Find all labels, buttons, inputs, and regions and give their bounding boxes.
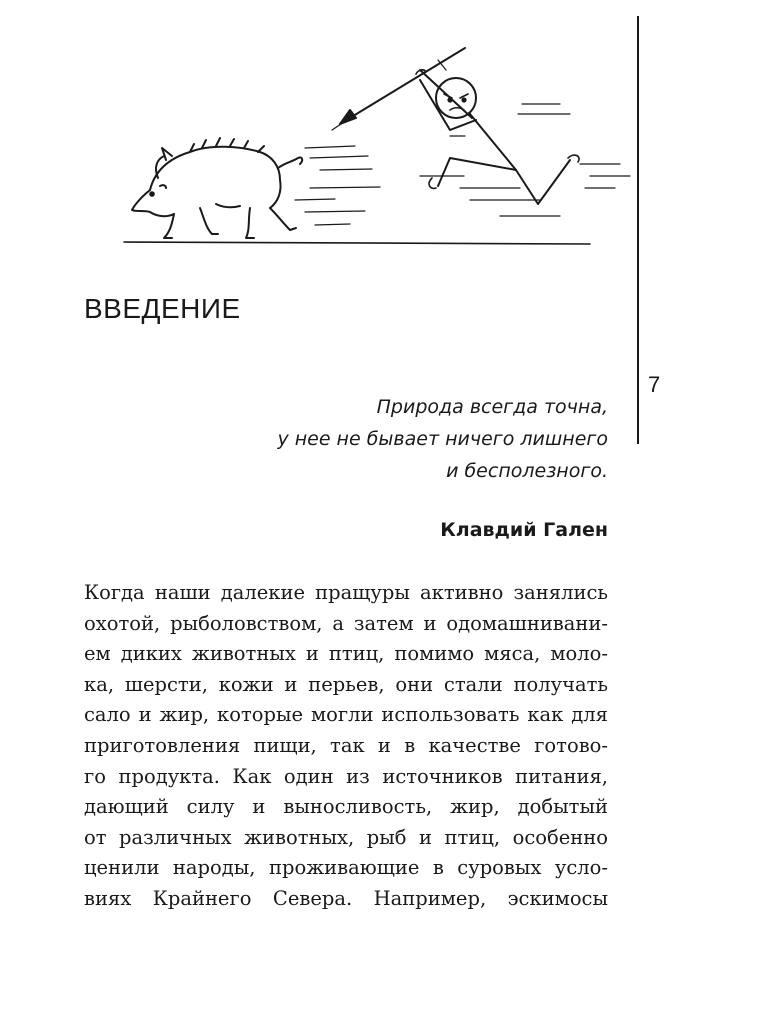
body-line: ка, шерсти, кожи и перьев, они стали получать bbox=[84, 672, 608, 696]
body-line: приготовления пищи, так и в качестве готово- bbox=[84, 733, 608, 757]
chapter-title: ВВЕДЕНИЕ bbox=[84, 293, 241, 324]
epigraph bbox=[200, 391, 608, 487]
hunter-chasing-boar-illustration bbox=[120, 40, 640, 255]
body-line: дающий силу и выносливость, жир, добытый bbox=[84, 795, 608, 819]
body-line: сало и жир, которые могли использовать как для bbox=[84, 703, 608, 727]
epigraph-line: Природа всегда точна, bbox=[376, 396, 608, 418]
body-line: ем диких животных и птиц, помимо мяса, моло- bbox=[84, 642, 608, 666]
epigraph-line: и бесполезного. bbox=[446, 460, 608, 482]
body-line: ценили народы, проживающие в суровых усло- bbox=[84, 856, 608, 880]
body-line: охотой, рыболовством, а затем и одомашнивани- bbox=[84, 611, 608, 635]
body-line: Когда наши далекие пращуры активно занялись bbox=[84, 581, 608, 604]
body-line: го продукта. Как один из источников питания, bbox=[84, 764, 608, 788]
body-paragraph bbox=[84, 578, 608, 915]
body-line: виях Крайнего Севера. Например, эскимосы bbox=[84, 886, 608, 910]
epigraph-author: Клавдий Гален bbox=[440, 519, 608, 541]
page-number: 7 bbox=[648, 372, 661, 397]
epigraph-line: у нее не бывает ничего лишнего bbox=[277, 428, 608, 450]
body-line: от различных животных, рыб и птиц, особенно bbox=[84, 825, 608, 849]
